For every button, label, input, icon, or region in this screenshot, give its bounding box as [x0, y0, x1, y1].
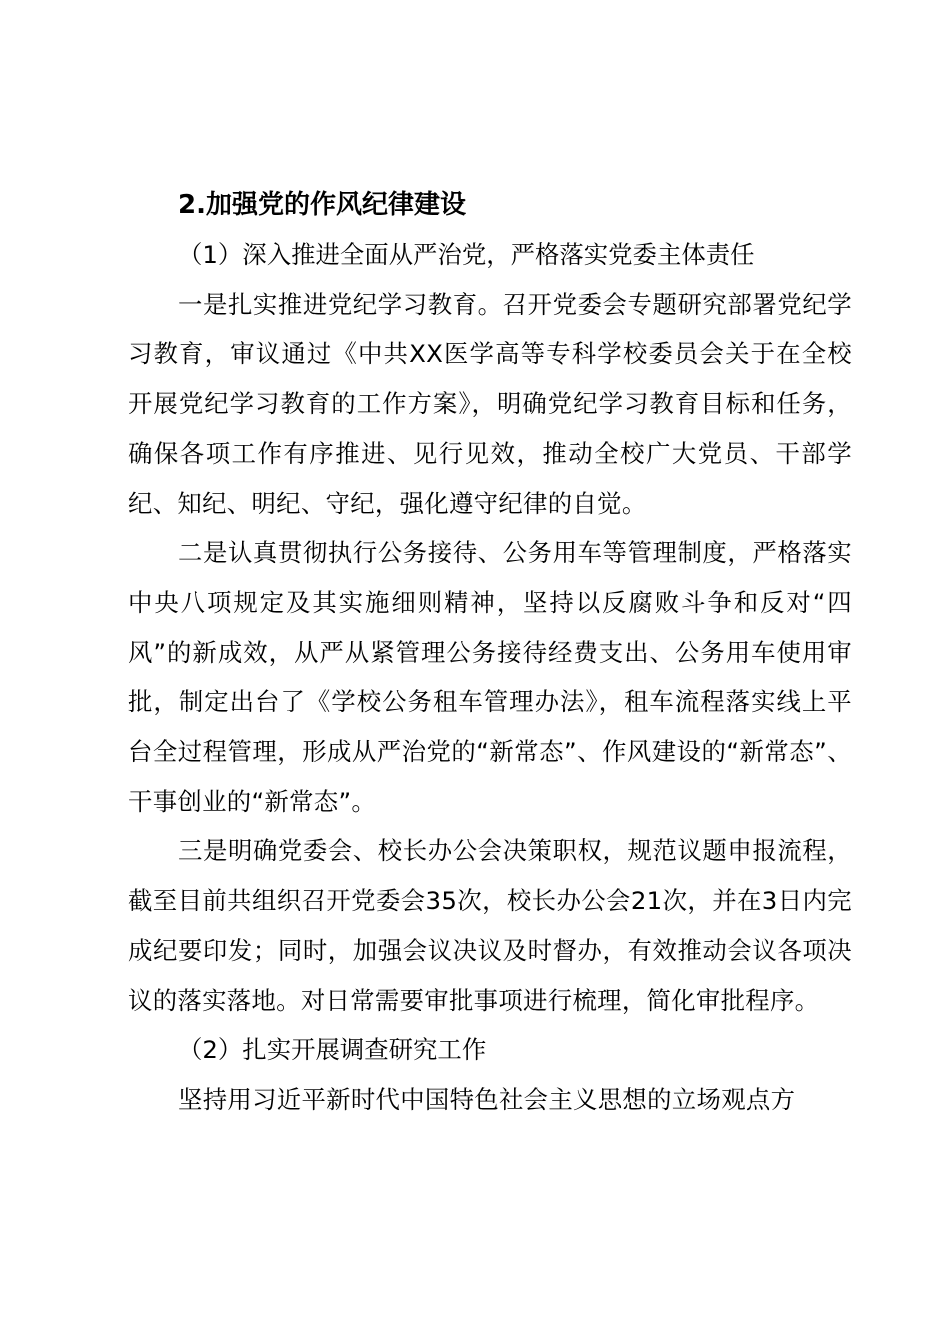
document-body: [128, 180, 852, 1125]
paragraph-3: 三是明确党委会、校长办公会决策职权，规范议题申报流程，截至目前共组织召开党委会35次，校长办公会21次，并在3日内完成纪要印发；同时，加强会议决议及时督办，有效推动会议各项决议的落实落地。对日常需要审批事项进行梳理，简化审批程序。: [128, 836, 852, 1015]
subsection-title-1: （1）深入推进全面从严治党，严格落实党委主体责任: [178, 240, 755, 269]
paragraph-2: 二是认真贯彻执行公务接待、公务用车等管理制度，严格落实中央八项规定及其实施细则精神，坚持以反腐败斗争和反对“四风”的新成效，从严从紧管理公务接待经费支出、公务用车使用审批，制定出台了《学校公务租车管理办法》，租车流程落实线上平台全过程管理，形成从严治党的“新常态”、作风建设的“新常态”、干事创业的“新常态”。: [128, 538, 852, 816]
section-heading: 2.加强党的作风纪律建设: [178, 190, 466, 220]
subsection-title-2: （2）扎实开展调查研究工作: [178, 1035, 487, 1065]
paragraph-1: 一是扎实推进党纪学习教育。召开党委会专题研究部署党纪学习教育，审议通过《中共XX医学高等专科学校委员会关于在全校开展党纪学习教育的工作方案》，明确党纪学习教育目标和任务，确保各项工作有序推进、见行见效，推动全校广大党员、干部学纪、知纪、明纪、守纪，强化遵守纪律的自觉。: [128, 289, 852, 518]
paragraph-4: 坚持用习近平新时代中国特色社会主义思想的立场观点方: [178, 1084, 796, 1114]
